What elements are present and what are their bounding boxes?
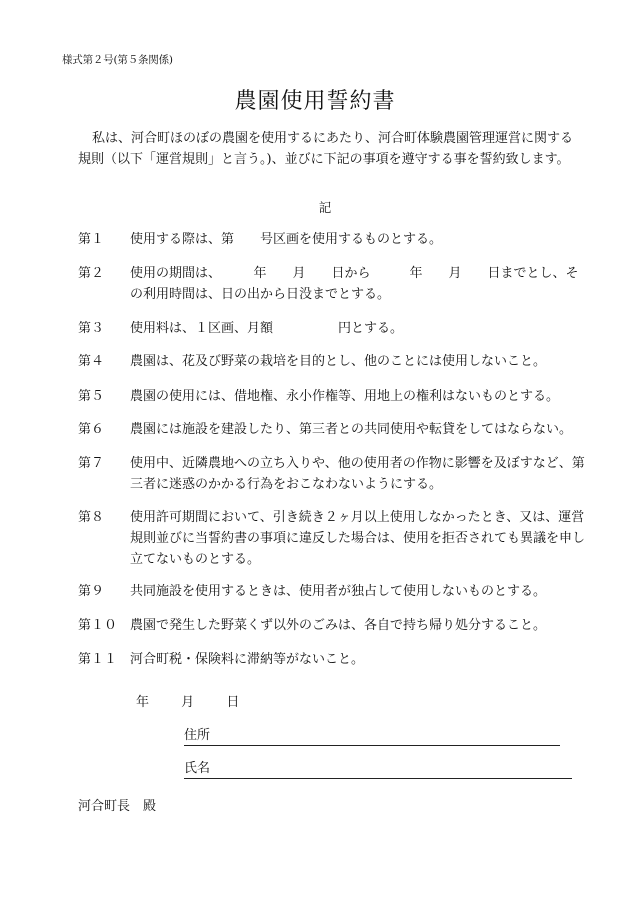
article-1 [78,229,588,250]
date-year: 年 [136,695,150,710]
article-11 [78,649,588,670]
article-text: 使用の期間は、 年 月 日から 年 月 日までとし、その利用時間は、日の出から日没までとする。 [130,266,579,302]
article-text: 河合町税・保険料に滞納等がないこと。 [130,652,365,667]
address-field[interactable] [184,727,560,746]
article-text: 使用料は、１区画、月額 円とする。 [130,321,404,336]
article-number: 第８ [78,510,105,525]
article-8 [78,507,588,570]
address-label: 住所 [184,728,211,743]
article-text: 共同施設を使用するときは、使用者が独占して使用しないものとする。 [130,584,547,599]
article-3 [78,318,588,339]
article-number: 第１０ [78,618,118,633]
article-number: 第７ [78,456,105,471]
date-day: 日 [226,695,240,710]
article-text: 農園の使用には、借地権、永小作権等、用地上の権利はないものとする。 [130,389,560,404]
article-text: 農園は、花及び野菜の栽培を目的とし、他のことには使用しないこと。 [130,354,547,369]
ki-heading: 記 [318,200,332,215]
article-text: 農園には施設を建設したり、第三者との共同使用や転貸をしてはならない。 [130,422,573,437]
article-number: 第６ [78,422,105,437]
name-field[interactable] [184,760,572,779]
name-label: 氏名 [184,761,211,776]
article-2 [78,263,588,305]
article-text: 使用中、近隣農地への立ち入りや、他の使用者の作物に影響を及ぼすなど、第三者に迷惑のかかる行為をおこなわないようにする。 [130,456,585,492]
article-number: 第３ [78,321,105,336]
article-number: 第９ [78,584,105,599]
article-text: 使用許可期間において、引き続き２ヶ月以上使用しなかったとき、又は、運営規則並びに当誓約書の事項に違反した場合は、使用を拒否されても異議を申し立てないものとする。 [130,510,586,567]
addressee: 河合町長 殿 [78,799,157,814]
form-number: 様式第２号(第５条関係) [62,54,173,66]
article-9 [78,581,588,602]
article-10 [78,615,588,636]
article-number: 第１ [78,232,105,247]
article-4 [78,351,588,372]
article-number: 第２ [78,266,105,281]
article-7 [78,453,588,495]
page-title: 農園使用誓約書 [234,89,396,114]
article-number: 第１１ [78,652,118,667]
article-text: 使用する際は、第 号区画を使用するものとする。 [130,232,443,247]
date-line [136,691,267,710]
article-6 [78,419,588,440]
article-text: 農園で発生した野菜くず以外のごみは、各自で持ち帰り処分すること。 [130,618,547,633]
article-5 [78,386,588,407]
article-number: 第５ [78,389,105,404]
intro-paragraph: 私は、河合町ほのぼの農園を使用するにあたり、河合町体験農園管理運営に関する規則（以下「運営規則」と言う。)、並びに下記の事項を遵守する事を誓約致します。 [78,131,574,167]
date-month: 月 [181,695,195,710]
article-number: 第４ [78,354,105,369]
